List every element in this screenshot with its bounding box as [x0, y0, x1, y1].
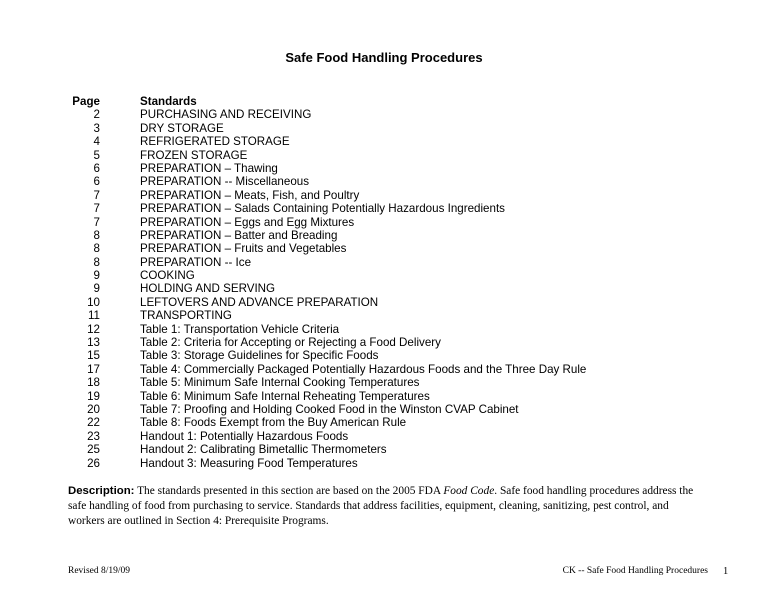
- toc-standard: Table 1: Transportation Vehicle Criteria: [140, 322, 340, 336]
- toc-standard: Handout 1: Potentially Hazardous Foods: [140, 429, 349, 443]
- description-label: Description:: [68, 485, 135, 497]
- toc-row: [0, 229, 768, 242]
- toc-standard: PREPARATION – Thawing: [140, 161, 278, 175]
- toc-row: [0, 162, 768, 175]
- toc-standard: REFRIGERATED STORAGE: [140, 135, 290, 149]
- toc-standard: TRANSPORTING: [140, 309, 232, 323]
- toc-page-number: 19: [87, 389, 100, 403]
- toc-standard: COOKING: [140, 269, 195, 283]
- toc-standard: LEFTOVERS AND ADVANCE PREPARATION: [140, 295, 379, 309]
- toc-row: [0, 296, 768, 309]
- toc-row: [0, 269, 768, 282]
- standards-column-header: Standards: [140, 95, 197, 108]
- toc-standard: Table 3: Storage Guidelines for Specific Foods: [140, 349, 379, 363]
- toc-page-number: 11: [87, 309, 100, 323]
- page-column-header: Page: [72, 95, 100, 108]
- toc-page-number: 9: [93, 269, 100, 283]
- toc-standard: HOLDING AND SERVING: [140, 282, 276, 296]
- toc-page-number: 12: [87, 322, 100, 336]
- toc-standard: FROZEN STORAGE: [140, 148, 248, 162]
- toc-page-number: 5: [93, 148, 100, 162]
- toc-standard: PREPARATION – Fruits and Vegetables: [140, 242, 347, 256]
- description-text-italic: Food Code: [443, 485, 495, 497]
- toc-standard: PREPARATION -- Ice: [140, 255, 252, 269]
- toc-standard: PURCHASING AND RECEIVING: [140, 108, 312, 122]
- toc-row: [0, 256, 768, 269]
- toc-page-number: 6: [93, 161, 100, 175]
- description-text-1: The standards presented in this section are based on the 2005 FDA: [134, 485, 444, 497]
- toc-page-number: 7: [93, 215, 100, 229]
- toc-row: [0, 323, 768, 336]
- toc-page-number: 7: [93, 202, 100, 216]
- revised-date: Revised 8/19/09: [68, 566, 131, 576]
- toc-page-number: 9: [93, 282, 100, 296]
- table-of-contents: [0, 95, 768, 470]
- toc-standard: Table 8: Foods Exempt from the Buy American Rule: [140, 416, 407, 430]
- toc-page-number: 2: [93, 108, 100, 122]
- page-number: 1: [723, 566, 729, 577]
- toc-row: [0, 135, 768, 148]
- toc-row: [0, 416, 768, 429]
- toc-row: [0, 108, 768, 121]
- toc-page-number: 8: [93, 255, 100, 269]
- toc-page-number: 7: [93, 188, 100, 202]
- toc-standard: PREPARATION – Salads Containing Potentially Hazardous Ingredients: [140, 202, 505, 216]
- toc-row: [0, 336, 768, 349]
- toc-row: [0, 349, 768, 362]
- toc-standard: Handout 3: Measuring Food Temperatures: [140, 456, 358, 470]
- description-text-2: . Safe food handling procedures address the safe handling of food from purchasing to service. Standards that address facilities, equipment, cleaning, sanitizing, pest control, and workers are outlined in Section 4: Prerequisite Programs.: [68, 485, 694, 527]
- toc-standard: PREPARATION – Eggs and Egg Mixtures: [140, 215, 355, 229]
- toc-page-number: 25: [87, 443, 100, 457]
- toc-standard: DRY STORAGE: [140, 121, 224, 135]
- toc-row: [0, 202, 768, 215]
- toc-standard: Table 6: Minimum Safe Internal Reheating Temperatures: [140, 389, 430, 403]
- toc-page-number: 26: [87, 456, 100, 470]
- toc-row: [0, 216, 768, 229]
- toc-row: [0, 376, 768, 389]
- toc-page-number: 20: [87, 402, 100, 416]
- toc-page-number: 10: [87, 295, 100, 309]
- toc-standard: PREPARATION – Batter and Breading: [140, 228, 338, 242]
- page-footer: [68, 566, 708, 576]
- toc-page-number: 3: [93, 121, 100, 135]
- toc-page-number: 22: [87, 416, 100, 430]
- toc-page-number: 13: [87, 336, 100, 350]
- toc-row: [0, 430, 768, 443]
- toc-standard: PREPARATION – Meats, Fish, and Poultry: [140, 188, 360, 202]
- toc-row: [0, 282, 768, 295]
- footer-doc-name: CK -- Safe Food Handling Procedures: [562, 566, 708, 576]
- toc-page-number: 18: [87, 376, 100, 390]
- toc-row: [0, 149, 768, 162]
- toc-standard: Table 2: Criteria for Accepting or Rejecting a Food Delivery: [140, 336, 441, 350]
- toc-page-number: 6: [93, 175, 100, 189]
- toc-page-number: 8: [93, 228, 100, 242]
- toc-page-number: 23: [87, 429, 100, 443]
- toc-row: [0, 242, 768, 255]
- toc-row: [0, 189, 768, 202]
- toc-row: [0, 175, 768, 188]
- toc-page-number: 8: [93, 242, 100, 256]
- toc-page-number: 15: [87, 349, 100, 363]
- toc-header-row: [0, 95, 768, 108]
- page-title: Safe Food Handling Procedures: [285, 50, 483, 65]
- toc-row: [0, 443, 768, 456]
- description-paragraph: [68, 484, 698, 529]
- toc-row: [0, 390, 768, 403]
- toc-row: [0, 122, 768, 135]
- toc-standard: Table 4: Commercially Packaged Potentially Hazardous Foods and the Three Day Rule: [140, 362, 587, 376]
- toc-rows: [0, 108, 768, 470]
- toc-standard: PREPARATION -- Miscellaneous: [140, 175, 310, 189]
- toc-row: [0, 403, 768, 416]
- toc-standard: Table 7: Proofing and Holding Cooked Food in the Winston CVAP Cabinet: [140, 402, 519, 416]
- toc-page-number: 17: [87, 362, 100, 376]
- toc-row: [0, 363, 768, 376]
- toc-page-number: 4: [93, 135, 100, 149]
- toc-standard: Table 5: Minimum Safe Internal Cooking Temperatures: [140, 376, 420, 390]
- toc-row: [0, 309, 768, 322]
- toc-standard: Handout 2: Calibrating Bimetallic Thermometers: [140, 443, 387, 457]
- toc-row: [0, 457, 768, 470]
